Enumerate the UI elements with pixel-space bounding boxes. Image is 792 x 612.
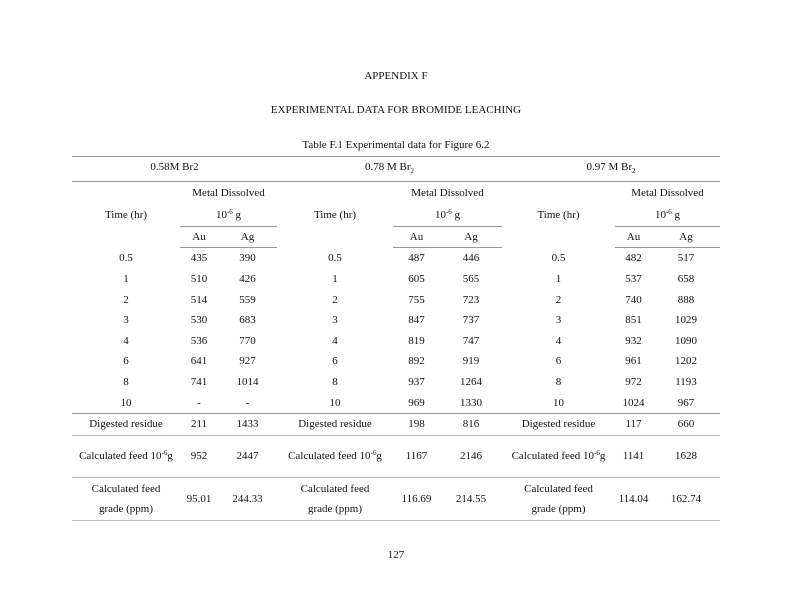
page-number: 127 (387, 549, 405, 561)
au-cell: 487 (408, 252, 425, 265)
ag-cell: 658 (677, 273, 695, 286)
group-title (502, 157, 720, 182)
au-cell: 932 (625, 334, 642, 347)
au-cell: 641 (190, 355, 208, 368)
feed-label-exponent: -6 (370, 449, 377, 458)
unit-suffix: g (451, 209, 461, 222)
ag-cell: 723 (462, 293, 480, 306)
ag-cell: 2447 (218, 435, 277, 477)
ag-cell: 888 (677, 293, 695, 306)
experimental-data-table (72, 156, 720, 521)
au-cell: 605 (408, 273, 425, 286)
feed-grade-row (72, 477, 720, 520)
unit-exponent: -6 (226, 208, 233, 217)
time-cell: 0.5 (119, 252, 133, 265)
unit-suffix: g (671, 209, 681, 222)
table-row (72, 269, 720, 290)
group-title-text: 0.78 M Br (364, 161, 411, 173)
ag-cell: 446 (462, 252, 480, 265)
ag-cell: 2146 (440, 435, 502, 477)
metal-dissolved-header (180, 182, 277, 227)
ag-cell: 1029 (675, 314, 697, 327)
group-title (277, 157, 502, 182)
au-cell: 937 (408, 376, 425, 389)
time-header: Time (hr) (313, 208, 357, 221)
au-cell: 482 (625, 252, 642, 265)
time-header: Time (hr) (537, 208, 580, 221)
feed-label-exponent: -6 (594, 449, 600, 458)
ag-cell: 559 (239, 293, 256, 306)
feed-label-exponent: -6 (161, 449, 168, 458)
time-cell: 6 (332, 355, 338, 368)
grade-label: Calculated feed grade (ppm) (502, 477, 615, 520)
table-row (72, 289, 720, 310)
ag-cell: 919 (462, 355, 480, 368)
au-cell: 1024 (615, 392, 652, 413)
unit-base: 10 (654, 209, 666, 222)
metal-dissolved-header (393, 182, 502, 227)
feed-label-text: Calculated feed 10 (288, 450, 371, 463)
grade-label: Calculated feed grade (ppm) (277, 477, 393, 520)
ag-cell: 747 (462, 334, 480, 347)
au-cell: 435 (190, 252, 208, 265)
feed-label-text: Calculated feed 10 (79, 450, 162, 463)
au-cell: 969 (393, 392, 440, 413)
time-cell: 1 (123, 273, 129, 286)
table-caption: Table F.1 Experimental data for Figure 6.2 (302, 139, 490, 151)
ag-cell: 770 (239, 334, 256, 347)
au-cell: 514 (190, 293, 208, 306)
ag-cell: 426 (239, 273, 256, 286)
time-header: Time (hr) (104, 208, 148, 221)
digested-residue-row (72, 413, 720, 435)
grade-label: Calculated feed grade (ppm) (72, 477, 180, 520)
au-cell: 114.04 (615, 477, 652, 520)
ag-cell: 390 (239, 252, 256, 265)
column-header-row (72, 182, 720, 227)
au-cell: 530 (190, 314, 208, 327)
ag-cell: 1193 (675, 376, 697, 389)
ag-cell: 565 (462, 273, 480, 286)
au-cell: 972 (625, 376, 642, 389)
time-cell: 10 (502, 392, 615, 413)
au-cell: 537 (625, 273, 642, 286)
ag-cell: 927 (239, 355, 256, 368)
feed-label-suffix: g (376, 450, 382, 463)
time-cell: 10 (72, 392, 180, 413)
time-cell: 1 (332, 273, 338, 286)
au-cell: 211 (180, 413, 218, 435)
group-title-subscript: 2 (410, 167, 415, 176)
ag-cell: 517 (677, 252, 695, 265)
unit-suffix: g (232, 209, 242, 222)
time-cell: 6 (123, 355, 129, 368)
au-cell: 952 (180, 435, 218, 477)
ag-cell: 816 (440, 413, 502, 435)
table-row (72, 331, 720, 352)
ag-cell: 1202 (675, 355, 697, 368)
au-header: Au (393, 227, 440, 248)
feed-label-suffix: g (599, 450, 606, 463)
digested-label: Digested residue (277, 413, 393, 435)
ag-cell: 1264 (460, 376, 482, 389)
metal-dissolved-header (615, 182, 720, 227)
time-cell: 4 (123, 334, 129, 347)
ag-header: Ag (218, 227, 277, 248)
au-cell: 740 (625, 293, 642, 306)
time-cell: 2 (123, 293, 129, 306)
ag-cell: 214.55 (440, 477, 502, 520)
metal-dissolved-label: Metal Dissolved (411, 187, 484, 200)
au-cell: 116.69 (393, 477, 440, 520)
ag-cell: 737 (462, 314, 480, 327)
calculated-feed-row (72, 435, 720, 477)
ag-header: Ag (440, 227, 502, 248)
ag-cell: 162.74 (652, 477, 720, 520)
group-header-row (72, 157, 720, 182)
au-cell: 117 (615, 413, 652, 435)
ag-cell: 244.33 (218, 477, 277, 520)
time-cell: 3 (123, 314, 129, 327)
metal-dissolved-label: Metal Dissolved (192, 187, 265, 200)
ag-cell: 1090 (675, 334, 697, 347)
table-row (72, 310, 720, 331)
au-cell: 741 (190, 376, 208, 389)
table-row (72, 372, 720, 393)
unit-base: 10 (434, 209, 446, 222)
feed-label-text: Calculated feed 10 (511, 450, 595, 463)
au-cell: 819 (408, 334, 425, 347)
au-cell: 1167 (393, 435, 440, 477)
au-cell: 892 (408, 355, 425, 368)
time-cell: 4 (555, 334, 562, 347)
ag-cell: 1628 (652, 435, 720, 477)
digested-label: Digested residue (72, 413, 180, 435)
time-cell: 8 (123, 376, 129, 389)
au-header: Au (615, 227, 652, 248)
feed-label (502, 435, 615, 477)
au-cell: 1141 (615, 435, 652, 477)
feed-label-suffix: g (167, 450, 173, 463)
au-cell: 851 (625, 314, 642, 327)
time-cell: 10 (277, 392, 393, 413)
unit-base: 10 (215, 209, 227, 222)
au-header: Au (180, 227, 218, 248)
ag-cell: 660 (652, 413, 720, 435)
table-row (72, 351, 720, 372)
feed-label (72, 435, 180, 477)
table-row (72, 248, 720, 269)
appendix-title: APPENDIX F (364, 70, 428, 82)
au-cell: 536 (190, 334, 208, 347)
time-cell: 4 (332, 334, 338, 347)
unit-exponent: -6 (665, 208, 672, 217)
time-cell: 0.5 (551, 252, 566, 265)
au-cell: 755 (408, 293, 425, 306)
digested-label: Digested residue (502, 413, 615, 435)
au-cell: 847 (408, 314, 425, 327)
ag-cell: 967 (652, 392, 720, 413)
au-cell: - (180, 392, 218, 413)
au-cell: 961 (625, 355, 642, 368)
ag-header: Ag (652, 227, 720, 248)
ag-cell: - (218, 392, 277, 413)
time-cell: 3 (332, 314, 338, 327)
feed-label (277, 435, 393, 477)
time-cell: 8 (555, 376, 562, 389)
time-cell: 8 (332, 376, 338, 389)
au-cell: 510 (190, 273, 208, 286)
group-title-text: 0.58M Br2 (150, 161, 199, 173)
table-row (72, 392, 720, 413)
section-title: EXPERIMENTAL DATA FOR BROMIDE LEACHING (270, 104, 522, 116)
ag-cell: 1014 (236, 376, 259, 389)
metal-dissolved-label: Metal Dissolved (631, 187, 704, 200)
time-cell: 1 (555, 273, 562, 286)
time-cell: 6 (555, 355, 562, 368)
ag-cell: 1433 (218, 413, 277, 435)
time-cell: 0.5 (328, 252, 342, 265)
ag-cell: 1330 (440, 392, 502, 413)
group-title (72, 157, 277, 182)
group-title-subscript: 2 (632, 167, 636, 176)
time-cell: 2 (332, 293, 338, 306)
ag-cell: 683 (239, 314, 256, 327)
au-cell: 198 (393, 413, 440, 435)
au-cell: 95.01 (180, 477, 218, 520)
time-cell: 2 (555, 293, 562, 306)
group-title-text: 0.97 M Br (586, 161, 633, 173)
time-cell: 3 (555, 314, 562, 327)
unit-exponent: -6 (445, 208, 452, 217)
